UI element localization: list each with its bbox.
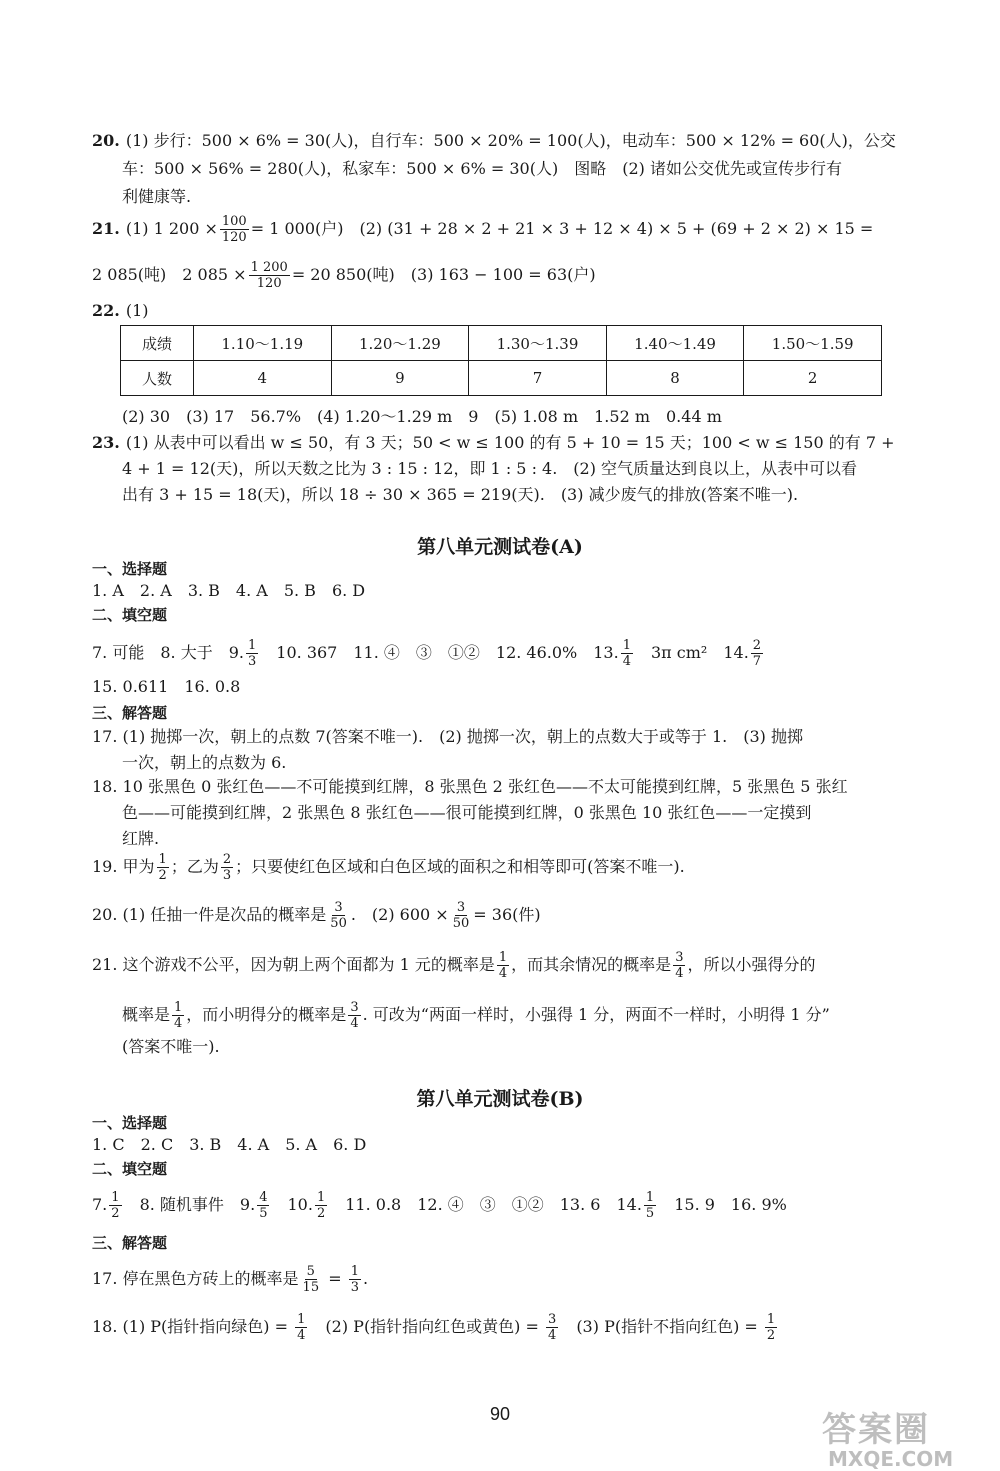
fraction [109,1190,121,1221]
numerator: 1 [622,638,631,653]
q21-text-a1: (1) 1 200 × [125,219,218,238]
fill-text-7: 7. [92,1195,108,1214]
numerator: 100 [221,214,247,229]
q23-text1: (1) 从表中可以看出 w ≤ 50，有 3 天；50 < w ≤ 100 的有 5 + 10 = 15 天；100 < w ≤ 150 的有 7 + [125,433,895,452]
unit-a-q21-line3: (答案不唯一). [122,1037,220,1056]
q20-text-b: . (2) 600 × [350,905,449,924]
unit-a-fill-line2: 15. 0.611 16. 0.8 [92,677,241,696]
fraction [765,1312,777,1343]
table-cell: 9 [331,361,469,396]
denominator: 4 [675,966,684,981]
q18-text-b: (2) P(指针指向红色或黄色) = [325,1317,539,1336]
q21-fraction-2 [249,260,290,291]
q21-text-a2: = 1 000(户) (2) (31 + 28 × 2 + 21 × 3 + 12 × 4) × 5 + (69 + 2 × 2) × 15 = [250,219,874,238]
q21-text-b2: = 20 850(吨) (3) 163 − 100 = 63(户) [291,265,596,284]
table-cell: 7 [469,361,607,396]
unit-a-title: 第八单元测试卷(A) [417,536,583,558]
unit-b-fill-line [92,1190,787,1221]
denominator: 50 [452,916,470,931]
fraction [451,900,472,931]
numerator: 1 200 [250,260,288,275]
unit-a-section-answer: 三、解答题 [92,704,168,722]
q20-line2: 车：500 × 56% = 280(人)，私家车：500 × 6% = 30(人) 图略 (2) 诸如公交优先或宣传步行有 [122,159,842,178]
denominator: 3 [350,1280,359,1295]
denominator: 2 [316,1206,326,1221]
q20-number: 20. [92,131,120,150]
q20-text1: (1) 步行：500 × 6% = 30(人)，自行车：500 × 20% = 100(人)，电动车：500 × 12% = 60(人)，公交 [125,131,896,150]
fraction [673,950,685,981]
q21-text-f: . 可改为“两面一样时，小强得 1 分，两面不一样时，小明得 1 分” [362,1005,830,1024]
numerator: 1 [645,1190,655,1205]
q17-text-c: . [362,1269,369,1288]
denominator: 4 [548,1328,557,1343]
q17-text-a: 17. 停在黑色方砖上的概率是 [92,1269,299,1288]
denominator: 5 [645,1206,655,1221]
fraction [349,1264,361,1295]
fraction [328,900,349,931]
numerator: 4 [259,1190,268,1205]
q21-text-d: 概率是 [122,1005,171,1024]
numerator: 5 [306,1264,315,1279]
fill-text-7-9: 7. 可能 8. 大于 9. [92,643,244,662]
numerator: 3 [350,1000,359,1015]
table-cell: 8 [606,361,744,396]
fraction [644,1190,656,1221]
q21-text-b1: 2 085(吨) 2 085 × [92,265,247,284]
unit-b-q17 [92,1264,368,1295]
unit-a-section-choice: 一、选择题 [92,560,168,578]
fill-text-10: 10. [287,1195,313,1214]
q21-line1 [92,214,873,245]
table-row-scores [121,326,882,361]
q19-text-a: 19. 甲为 [92,857,155,876]
numerator: 3 [456,900,466,915]
score-table [120,325,882,396]
q19-text-c: ；只要使红色区域和白色区域的面积之和相等即可(答案不唯一). [235,857,685,876]
denominator: 3 [247,654,257,669]
table-cell: 1.30～1.39 [469,326,607,361]
unit-a-section-fill: 二、填空题 [92,606,168,624]
unit-a-q17-line1: 17. (1) 抛掷一次，朝上的点数 7(答案不唯一). (2) 抛掷一次，朝上的点数大于或等于 1. (3) 抛掷 [92,727,803,746]
unit-a-q20 [92,900,541,931]
numerator: 1 [247,638,257,653]
numerator: 1 [158,852,167,867]
fraction [315,1190,327,1221]
unit-b-section-choice: 一、选择题 [92,1114,168,1132]
q18-text-a: 18. (1) P(指针指向绿色) = [92,1317,289,1336]
unit-a-q19 [92,852,685,883]
fraction [546,1312,558,1343]
q23-number: 23. [92,433,120,452]
watermark-url: MXQE.COM [828,1447,954,1471]
table-cell: 1.10～1.19 [194,326,332,361]
q17-text-b: = [328,1269,342,1288]
unit-a-q17-line2: 一次，朝上的点数为 6. [122,753,287,772]
watermark-logo [822,1402,992,1471]
q21-text-a: 21. 这个游戏不公平，因为朝上两个面都为 1 元的概率是 [92,955,495,974]
fill-text-15-16: 15. 9 16. 9% [674,1195,787,1214]
q21-text-c: ，所以小强得分的 [687,955,816,974]
fraction [621,638,633,669]
fraction [221,852,233,883]
denominator: 50 [330,916,347,931]
denominator: 4 [622,654,631,669]
q22-line2: (2) 30 (3) 17 56.7% (4) 1.20～1.29 m 9 (5) 1.08 m 1.52 m 0.44 m [122,407,722,426]
denominator: 4 [350,1016,359,1031]
denominator: 7 [752,654,762,669]
table-cell: 成绩 [121,326,194,361]
fill-text-11-14: 11. 0.8 12. ④ ③ ①② 13. 6 14. [345,1195,642,1214]
q23-line2: 4 + 1 = 12(天)，所以天数之比为 3 : 15 : 12，即 1 : 5 : 4. (2) 空气质量达到良以上，从表中可以看 [122,459,858,478]
denominator: 2 [158,868,167,883]
numerator: 1 [316,1190,326,1205]
denominator: 4 [174,1016,183,1031]
denominator: 4 [297,1328,306,1343]
numerator: 3 [675,950,684,965]
numerator: 3 [334,900,343,915]
numerator: 1 [111,1190,120,1205]
numerator: 2 [752,638,762,653]
q21-fraction-1 [220,214,249,245]
numerator: 1 [350,1264,359,1279]
fraction [257,1190,269,1221]
numerator: 2 [222,852,232,867]
fraction [157,852,169,883]
fill-text-8-9: 8. 随机事件 9. [139,1195,256,1214]
unit-b-q18 [92,1312,779,1343]
table-cell: 2 [744,361,882,396]
numerator: 3 [548,1312,557,1327]
fraction [295,1312,307,1343]
fraction [751,638,763,669]
q23-line3: 出有 3 + 15 = 18(天)，所以 18 ÷ 30 × 365 = 219(天). (3) 减少废气的排放(答案不唯一). [122,485,799,504]
numerator: 1 [174,1000,183,1015]
denominator: 5 [259,1206,268,1221]
denominator: 120 [221,230,247,245]
unit-b-choice-answers: 1. C 2. C 3. B 4. A 5. A 6. D [92,1135,367,1154]
denominator: 4 [498,966,508,981]
table-cell: 4 [194,361,332,396]
table-cell: 人数 [121,361,194,396]
page-number: 90 [489,1404,511,1424]
q22-number: 22. [92,301,120,320]
denominator: 2 [766,1328,776,1343]
fraction [497,950,509,981]
q21-number: 21. [92,219,120,238]
denominator: 3 [222,868,232,883]
unit-a-choice-answers: 1. A 2. A 3. B 4. A 5. B 6. D [92,581,366,600]
table-cell: 1.50～1.59 [744,326,882,361]
unit-a-q18-line3: 红牌. [122,829,160,848]
denominator: 15 [302,1280,320,1295]
unit-b-section-answer: 三、解答题 [92,1234,168,1252]
q20-line1 [92,130,896,152]
fraction [172,1000,184,1031]
q19-text-b: ；乙为 [170,857,219,876]
fraction [348,1000,360,1031]
numerator: 1 [766,1312,776,1327]
fraction [301,1264,322,1295]
unit-b-section-fill: 二、填空题 [92,1160,168,1178]
q23-line1 [92,432,895,454]
unit-a-fill-line1 [92,638,765,669]
q18-text-c: (3) P(指针不指向红色) = [576,1317,758,1336]
fraction [246,638,258,669]
denominator: 2 [111,1206,120,1221]
q20-text-c: = 36(件) [473,905,541,924]
q20-line3: 利健康等. [122,187,192,206]
unit-a-q21-line1 [92,950,815,981]
table-cell: 1.40～1.49 [606,326,744,361]
q20-text-a: 20. (1) 任抽一件是次品的概率是 [92,905,327,924]
unit-a-q18-line1: 18. 10 张黑色 0 张红色——不可能摸到红牌，8 张黑色 2 张红色——不太可能摸到红牌，5 张黑色 5 张红 [92,777,848,796]
q22-part1: (1) [125,301,149,320]
watermark-logo-text: 答案圈 [822,1410,930,1450]
table-row-counts [121,361,882,396]
unit-a-q18-line2: 色——可能摸到红牌，2 张黑色 8 张红色——很可能摸到红牌，0 张黑色 10 张红色——一定摸到 [122,803,812,822]
q21-text-e: ，而小明得分的概率是 [186,1005,347,1024]
q21-line2 [92,260,596,291]
numerator: 1 [498,950,508,965]
table-cell: 1.20～1.29 [331,326,469,361]
q22-line1 [92,300,149,322]
fill-text-13-14: 3π cm² 14. [651,643,749,662]
unit-a-q21-line2 [122,1000,830,1031]
fill-text-10-13: 10. 367 11. ④ ③ ①② 12. 46.0% 13. [276,643,619,662]
unit-b-title: 第八单元测试卷(B) [416,1088,584,1110]
numerator: 1 [297,1312,306,1327]
denominator: 120 [256,276,282,291]
q21-text-b: ，而其余情况的概率是 [511,955,672,974]
